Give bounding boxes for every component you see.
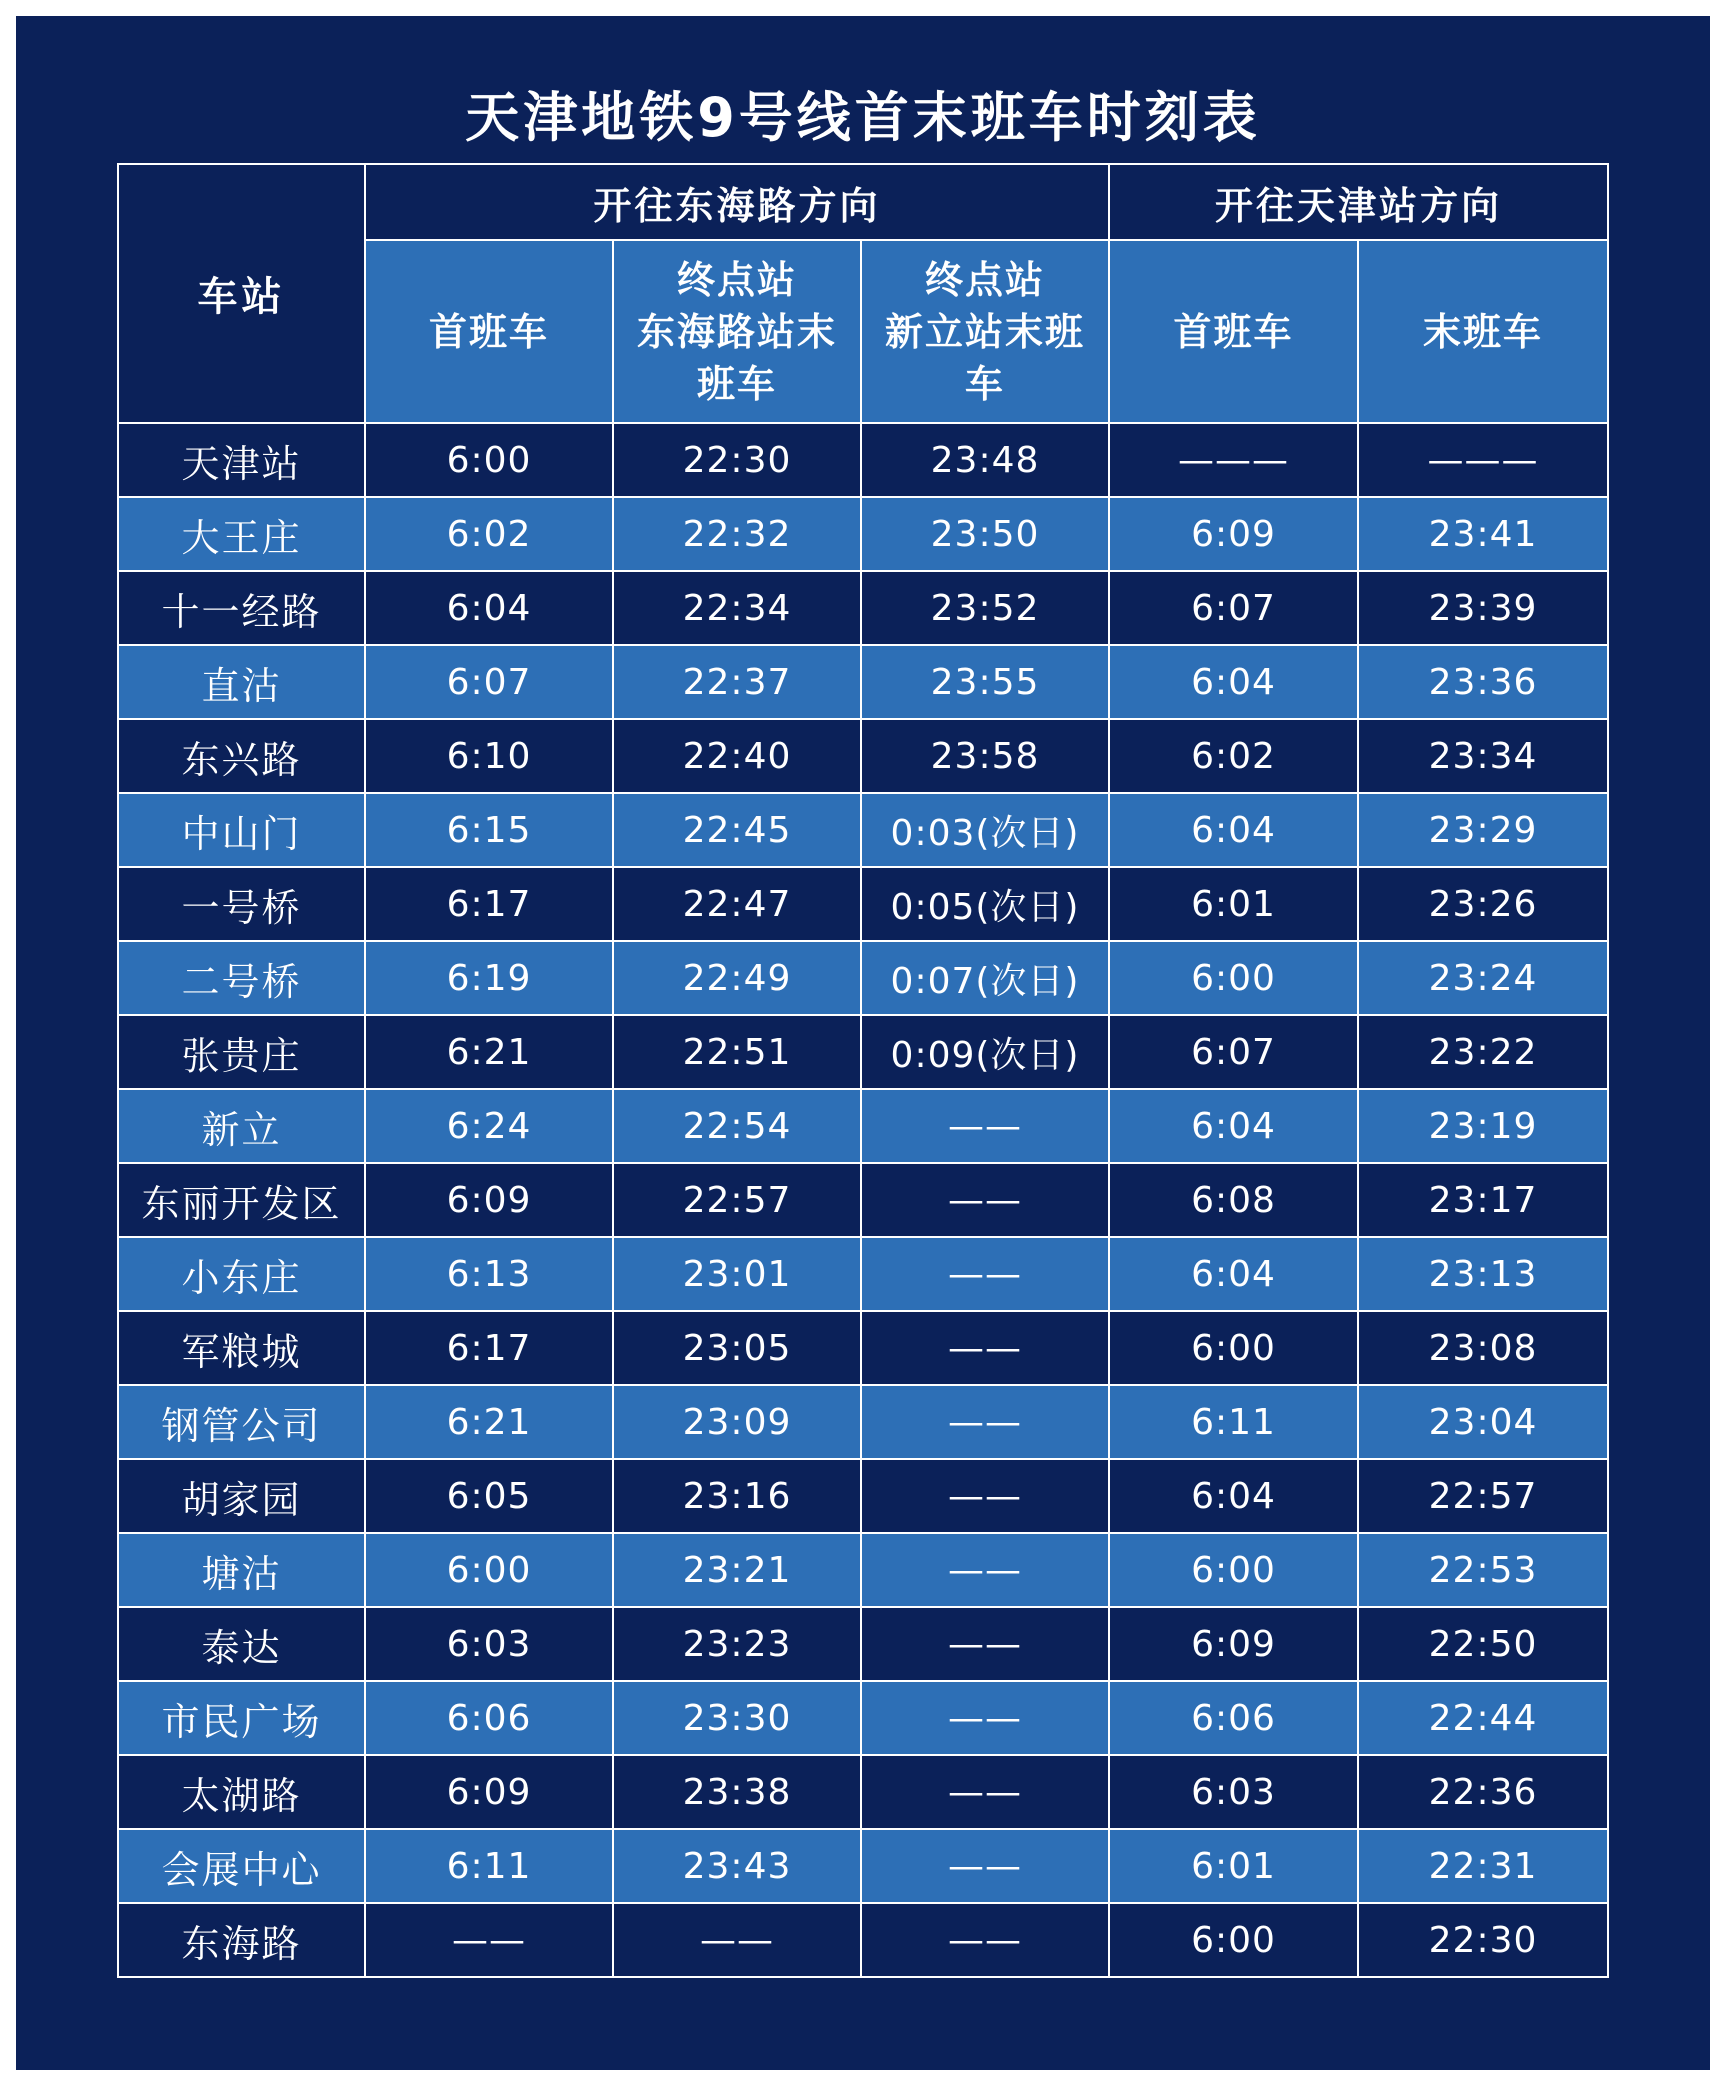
table-row (118, 423, 1608, 497)
east-last-xl-cell: —— (861, 1089, 1109, 1163)
east-last-xl-cell: —— (861, 1311, 1109, 1385)
west-first-cell: 6:00 (1109, 941, 1358, 1015)
east-first-cell: 6:10 (365, 719, 613, 793)
station-cell: 十一经路 (118, 571, 365, 645)
east-last-dhl-cell: 23:21 (613, 1533, 861, 1607)
west-last-cell: 23:41 (1358, 497, 1608, 571)
west-first-cell: 6:04 (1109, 793, 1358, 867)
east-last-xl-cell: —— (861, 1755, 1109, 1829)
west-last-cell: 23:39 (1358, 571, 1608, 645)
station-cell: 钢管公司 (118, 1385, 365, 1459)
west-first-cell: 6:09 (1109, 497, 1358, 571)
west-last-cell: 23:22 (1358, 1015, 1608, 1089)
station-cell: 会展中心 (118, 1829, 365, 1903)
table-row (118, 719, 1608, 793)
east-last-dhl-cell: 22:30 (613, 423, 861, 497)
header-east-first: 首班车 (365, 240, 613, 423)
east-first-cell: 6:17 (365, 867, 613, 941)
east-first-cell: 6:13 (365, 1237, 613, 1311)
west-first-cell: 6:02 (1109, 719, 1358, 793)
table-row (118, 867, 1608, 941)
east-first-cell: 6:09 (365, 1163, 613, 1237)
station-cell: 军粮城 (118, 1311, 365, 1385)
east-first-cell: 6:03 (365, 1607, 613, 1681)
east-last-dhl-cell: 22:51 (613, 1015, 861, 1089)
station-cell: 泰达 (118, 1607, 365, 1681)
west-first-cell: 6:04 (1109, 1459, 1358, 1533)
east-first-cell: 6:09 (365, 1755, 613, 1829)
east-last-xl-cell: 23:50 (861, 497, 1109, 571)
east-last-dhl-cell: 23:16 (613, 1459, 861, 1533)
west-first-cell: 6:04 (1109, 1089, 1358, 1163)
east-last-dhl-cell: 22:34 (613, 571, 861, 645)
east-last-xl-cell: 0:05(次日) (861, 867, 1109, 941)
west-first-cell: 6:08 (1109, 1163, 1358, 1237)
east-last-dhl-cell: 22:37 (613, 645, 861, 719)
west-last-cell: ——— (1358, 423, 1608, 497)
header-west-first: 首班车 (1109, 240, 1358, 423)
table-row (118, 1681, 1608, 1755)
east-last-dhl-cell: 23:43 (613, 1829, 861, 1903)
station-cell: 一号桥 (118, 867, 365, 941)
west-last-cell: 22:36 (1358, 1755, 1608, 1829)
west-last-cell: 22:31 (1358, 1829, 1608, 1903)
header-station: 车站 (118, 164, 365, 423)
west-last-cell: 23:24 (1358, 941, 1608, 1015)
east-first-cell: 6:19 (365, 941, 613, 1015)
west-last-cell: 22:44 (1358, 1681, 1608, 1755)
station-cell: 新立 (118, 1089, 365, 1163)
east-last-dhl-cell: 22:49 (613, 941, 861, 1015)
east-first-cell: 6:17 (365, 1311, 613, 1385)
west-last-cell: 22:53 (1358, 1533, 1608, 1607)
east-last-xl-cell: —— (861, 1237, 1109, 1311)
east-last-dhl-cell: —— (613, 1903, 861, 1977)
west-last-cell: 23:36 (1358, 645, 1608, 719)
table-row (118, 1533, 1608, 1607)
station-cell: 大王庄 (118, 497, 365, 571)
west-last-cell: 23:34 (1358, 719, 1608, 793)
east-last-dhl-cell: 22:57 (613, 1163, 861, 1237)
east-last-dhl-cell: 22:45 (613, 793, 861, 867)
station-cell: 二号桥 (118, 941, 365, 1015)
west-first-cell: 6:04 (1109, 1237, 1358, 1311)
east-last-xl-cell: —— (861, 1607, 1109, 1681)
station-cell: 东海路 (118, 1903, 365, 1977)
west-last-cell: 23:29 (1358, 793, 1608, 867)
east-last-xl-cell: —— (861, 1681, 1109, 1755)
east-last-xl-cell: 0:09(次日) (861, 1015, 1109, 1089)
west-last-cell: 22:30 (1358, 1903, 1608, 1977)
west-last-cell: 23:08 (1358, 1311, 1608, 1385)
east-last-dhl-cell: 23:38 (613, 1755, 861, 1829)
station-cell: 小东庄 (118, 1237, 365, 1311)
table-row (118, 1829, 1608, 1903)
east-last-xl-cell: 0:03(次日) (861, 793, 1109, 867)
east-last-xl-cell: —— (861, 1903, 1109, 1977)
schedule-table (117, 163, 1609, 1978)
east-first-cell: 6:00 (365, 423, 613, 497)
east-last-xl-cell: —— (861, 1533, 1109, 1607)
west-first-cell: 6:00 (1109, 1533, 1358, 1607)
east-last-dhl-cell: 22:32 (613, 497, 861, 571)
station-cell: 胡家园 (118, 1459, 365, 1533)
west-last-cell: 23:04 (1358, 1385, 1608, 1459)
west-first-cell: 6:00 (1109, 1311, 1358, 1385)
west-first-cell: 6:07 (1109, 1015, 1358, 1089)
station-cell: 天津站 (118, 423, 365, 497)
east-last-dhl-cell: 23:01 (613, 1237, 861, 1311)
east-first-cell: 6:06 (365, 1681, 613, 1755)
header-east-last-donghailu: 终点站 东海路站末 班车 (613, 240, 861, 423)
west-first-cell: 6:01 (1109, 867, 1358, 941)
west-first-cell: 6:11 (1109, 1385, 1358, 1459)
east-last-xl-cell: 0:07(次日) (861, 941, 1109, 1015)
east-first-cell: 6:02 (365, 497, 613, 571)
header-east-last-xinli: 终点站 新立站末班 车 (861, 240, 1109, 423)
station-cell: 东丽开发区 (118, 1163, 365, 1237)
station-cell: 市民广场 (118, 1681, 365, 1755)
table-row (118, 1755, 1608, 1829)
east-first-cell: 6:15 (365, 793, 613, 867)
page-title: 天津地铁9号线首末班车时刻表 (465, 86, 1261, 149)
table-row (118, 571, 1608, 645)
east-first-cell: 6:04 (365, 571, 613, 645)
east-first-cell: 6:24 (365, 1089, 613, 1163)
east-first-cell: 6:11 (365, 1829, 613, 1903)
schedule-body (118, 423, 1608, 1977)
east-last-xl-cell: 23:48 (861, 423, 1109, 497)
east-last-xl-cell: —— (861, 1163, 1109, 1237)
station-cell: 东兴路 (118, 719, 365, 793)
table-row (118, 941, 1608, 1015)
table-row (118, 1015, 1608, 1089)
east-last-xl-cell: —— (861, 1385, 1109, 1459)
table-row (118, 793, 1608, 867)
table-row (118, 1385, 1608, 1459)
west-last-cell: 23:19 (1358, 1089, 1608, 1163)
east-last-xl-cell: 23:52 (861, 571, 1109, 645)
east-last-dhl-cell: 23:09 (613, 1385, 861, 1459)
west-last-cell: 22:50 (1358, 1607, 1608, 1681)
table-row (118, 1459, 1608, 1533)
east-last-dhl-cell: 23:30 (613, 1681, 861, 1755)
east-last-dhl-cell: 23:23 (613, 1607, 861, 1681)
header-group-west: 开往天津站方向 (1109, 164, 1608, 240)
table-row (118, 1903, 1608, 1977)
station-cell: 太湖路 (118, 1755, 365, 1829)
east-first-cell: —— (365, 1903, 613, 1977)
west-last-cell: 22:57 (1358, 1459, 1608, 1533)
east-last-dhl-cell: 22:47 (613, 867, 861, 941)
east-last-xl-cell: —— (861, 1829, 1109, 1903)
header-group-east: 开往东海路方向 (365, 164, 1109, 240)
east-last-dhl-cell: 23:05 (613, 1311, 861, 1385)
table-row (118, 497, 1608, 571)
table-row (118, 1311, 1608, 1385)
station-cell: 张贵庄 (118, 1015, 365, 1089)
west-last-cell: 23:17 (1358, 1163, 1608, 1237)
east-first-cell: 6:07 (365, 645, 613, 719)
east-last-dhl-cell: 22:54 (613, 1089, 861, 1163)
west-first-cell: 6:09 (1109, 1607, 1358, 1681)
east-first-cell: 6:21 (365, 1385, 613, 1459)
west-first-cell: 6:00 (1109, 1903, 1358, 1977)
west-first-cell: ——— (1109, 423, 1358, 497)
east-last-xl-cell: —— (861, 1459, 1109, 1533)
east-last-dhl-cell: 22:40 (613, 719, 861, 793)
station-cell: 直沽 (118, 645, 365, 719)
west-last-cell: 23:13 (1358, 1237, 1608, 1311)
table-row (118, 1163, 1608, 1237)
east-first-cell: 6:21 (365, 1015, 613, 1089)
table-row (118, 1607, 1608, 1681)
west-last-cell: 23:26 (1358, 867, 1608, 941)
station-cell: 中山门 (118, 793, 365, 867)
east-first-cell: 6:00 (365, 1533, 613, 1607)
west-first-cell: 6:04 (1109, 645, 1358, 719)
table-row (118, 1089, 1608, 1163)
west-first-cell: 6:07 (1109, 571, 1358, 645)
east-last-xl-cell: 23:58 (861, 719, 1109, 793)
west-first-cell: 6:06 (1109, 1681, 1358, 1755)
station-cell: 塘沽 (118, 1533, 365, 1607)
table-row (118, 1237, 1608, 1311)
east-last-xl-cell: 23:55 (861, 645, 1109, 719)
header-west-last: 末班车 (1358, 240, 1608, 423)
east-first-cell: 6:05 (365, 1459, 613, 1533)
west-first-cell: 6:03 (1109, 1755, 1358, 1829)
west-first-cell: 6:01 (1109, 1829, 1358, 1903)
table-row (118, 645, 1608, 719)
